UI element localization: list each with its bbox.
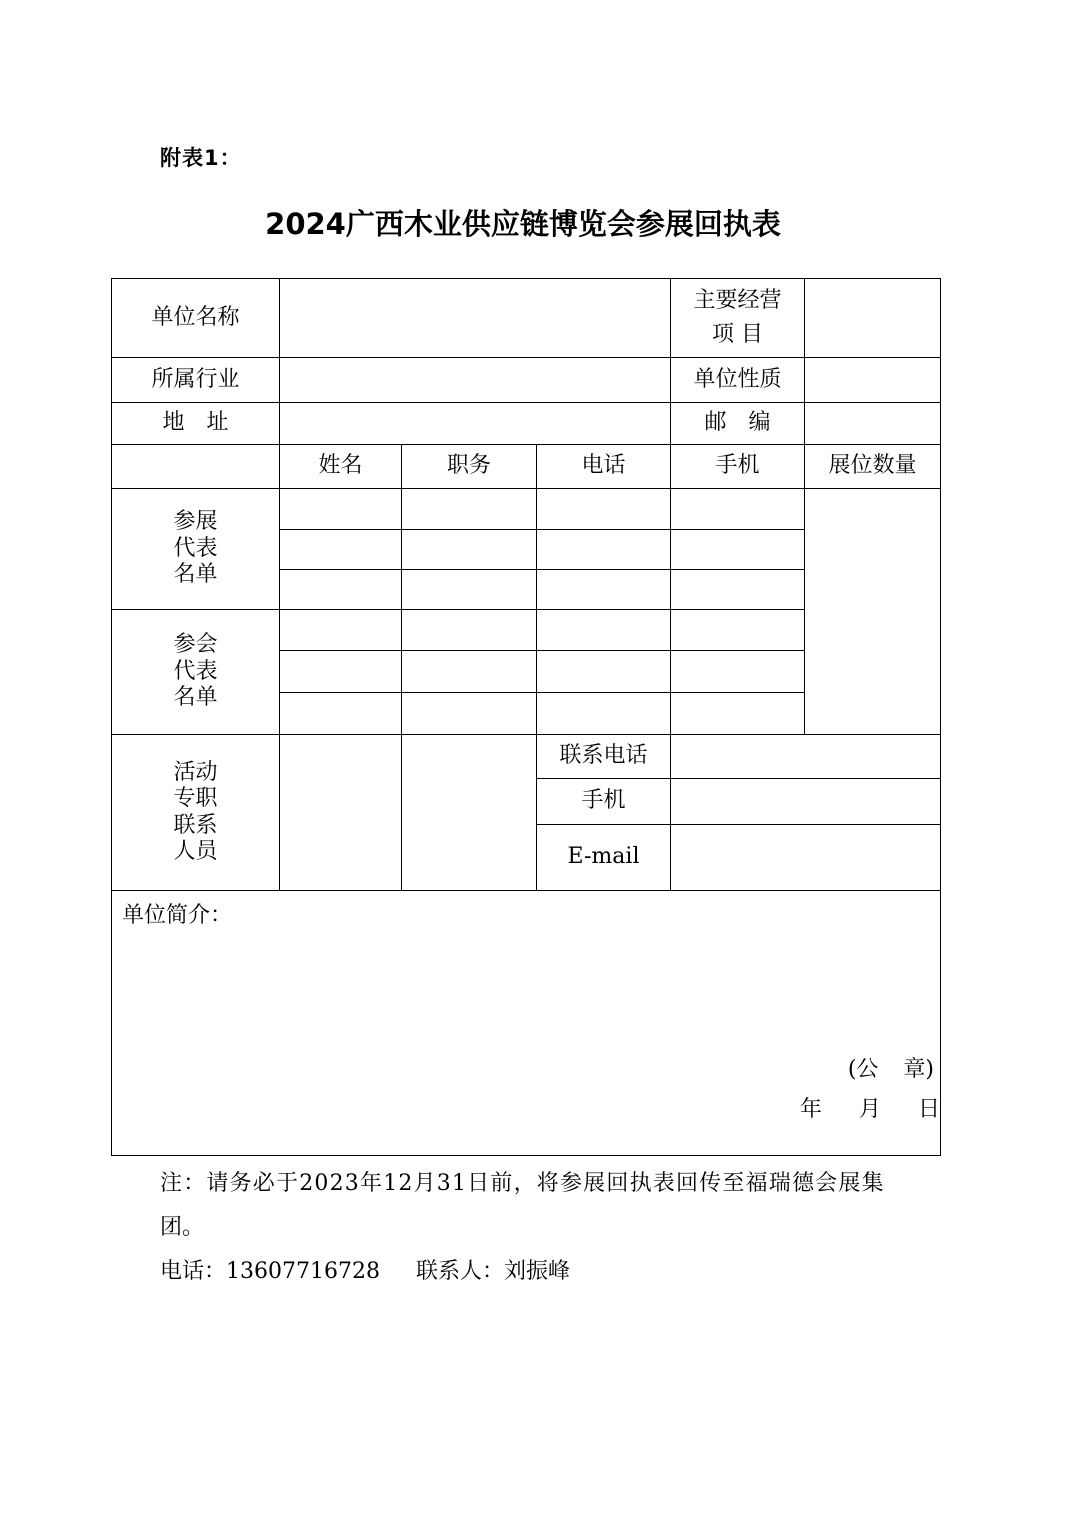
meeting-name-cell[interactable] [280,693,402,735]
exhibitor-phone-cell[interactable] [537,530,671,570]
activity-contact-label [112,735,280,891]
header-name: 姓名 [280,445,402,489]
meeting-reps-line2: 代表 [173,658,218,684]
activity-contact-line1: 活动 [173,759,218,785]
note-line2: 团。 [160,1215,205,1240]
unit-nature-field[interactable] [805,358,941,403]
contact-phone-field[interactable] [671,735,941,779]
exhibitor-mobile-cell[interactable] [671,570,805,610]
postcode-label: 邮 编 [671,403,805,445]
header-title: 职务 [402,445,537,489]
meeting-phone-cell[interactable] [537,693,671,735]
meeting-reps-line1: 参会 [173,632,218,658]
contact-mobile-field[interactable] [671,779,941,825]
meeting-name-cell[interactable] [280,610,402,651]
contact-phone-label: 联系电话 [537,735,671,779]
exhibitor-reps-label [112,489,280,610]
industry-label: 所属行业 [112,358,280,403]
header-mobile: 手机 [671,445,805,489]
exhibitor-title-cell[interactable] [402,489,537,530]
exhibitor-title-cell[interactable] [402,530,537,570]
contact-phone-text: 电话：13607716728 [160,1259,380,1284]
unit-name-field[interactable] [280,279,671,358]
address-field[interactable] [280,403,671,445]
postcode-field[interactable] [805,403,941,445]
contact-info [160,1254,570,1285]
header-blank [112,445,280,489]
note-line1: 注：请务必于2023年12月31日前，将参展回执表回传至福瑞德会展集 [160,1171,885,1196]
exhibitor-phone-cell[interactable] [537,489,671,530]
meeting-mobile-cell[interactable] [671,693,805,735]
activity-contact-name-field[interactable] [280,735,402,891]
exhibitor-phone-cell[interactable] [537,570,671,610]
meeting-mobile-cell[interactable] [671,651,805,693]
appendix-label: 附表1： [160,146,242,170]
meeting-mobile-cell[interactable] [671,610,805,651]
unit-nature-label: 单位性质 [671,358,805,403]
exhibitor-mobile-cell[interactable] [671,530,805,570]
exhibitor-title-cell[interactable] [402,570,537,610]
activity-contact-line4: 人员 [173,838,218,864]
meeting-title-cell[interactable] [402,651,537,693]
header-phone: 电话 [537,445,671,489]
official-seal-label: (公 章) [847,1057,935,1082]
contact-person-text: 联系人：刘振峰 [415,1259,570,1284]
registration-form-table [111,278,941,1156]
exhibitor-reps-line1: 参展 [173,509,218,535]
address-label: 地 址 [112,403,280,445]
contact-email-label: E-mail [537,825,671,891]
page-title: 2024广西木业供应链博览会参展回执表 [265,207,781,241]
date-label: 年 月 日 [800,1097,941,1122]
main-business-label [671,279,805,358]
meeting-reps-line3: 名单 [173,685,218,711]
contact-mobile-label: 手机 [537,779,671,825]
main-business-field[interactable] [805,279,941,358]
booth-count-field[interactable] [805,489,941,735]
main-business-line2: 项 目 [712,322,764,347]
meeting-phone-cell[interactable] [537,610,671,651]
meeting-reps-label [112,610,280,735]
meeting-phone-cell[interactable] [537,651,671,693]
activity-contact-line3: 联系 [173,812,218,838]
meeting-title-cell[interactable] [402,693,537,735]
exhibitor-name-cell[interactable] [280,489,402,530]
exhibitor-reps-line2: 代表 [173,535,218,561]
exhibitor-reps-line3: 名单 [173,562,218,588]
meeting-name-cell[interactable] [280,651,402,693]
main-business-line1: 主要经营 [693,287,782,313]
activity-contact-title-field[interactable] [402,735,537,891]
contact-email-field[interactable] [671,825,941,891]
unit-name-label: 单位名称 [112,279,280,358]
industry-field[interactable] [280,358,671,403]
unit-intro-field[interactable] [112,891,941,1156]
header-booth-count: 展位数量 [805,445,941,489]
exhibitor-name-cell[interactable] [280,530,402,570]
exhibitor-mobile-cell[interactable] [671,489,805,530]
exhibitor-name-cell[interactable] [280,570,402,610]
activity-contact-line2: 专职 [173,786,218,812]
unit-intro-label: 单位简介： [122,903,233,928]
meeting-title-cell[interactable] [402,610,537,651]
